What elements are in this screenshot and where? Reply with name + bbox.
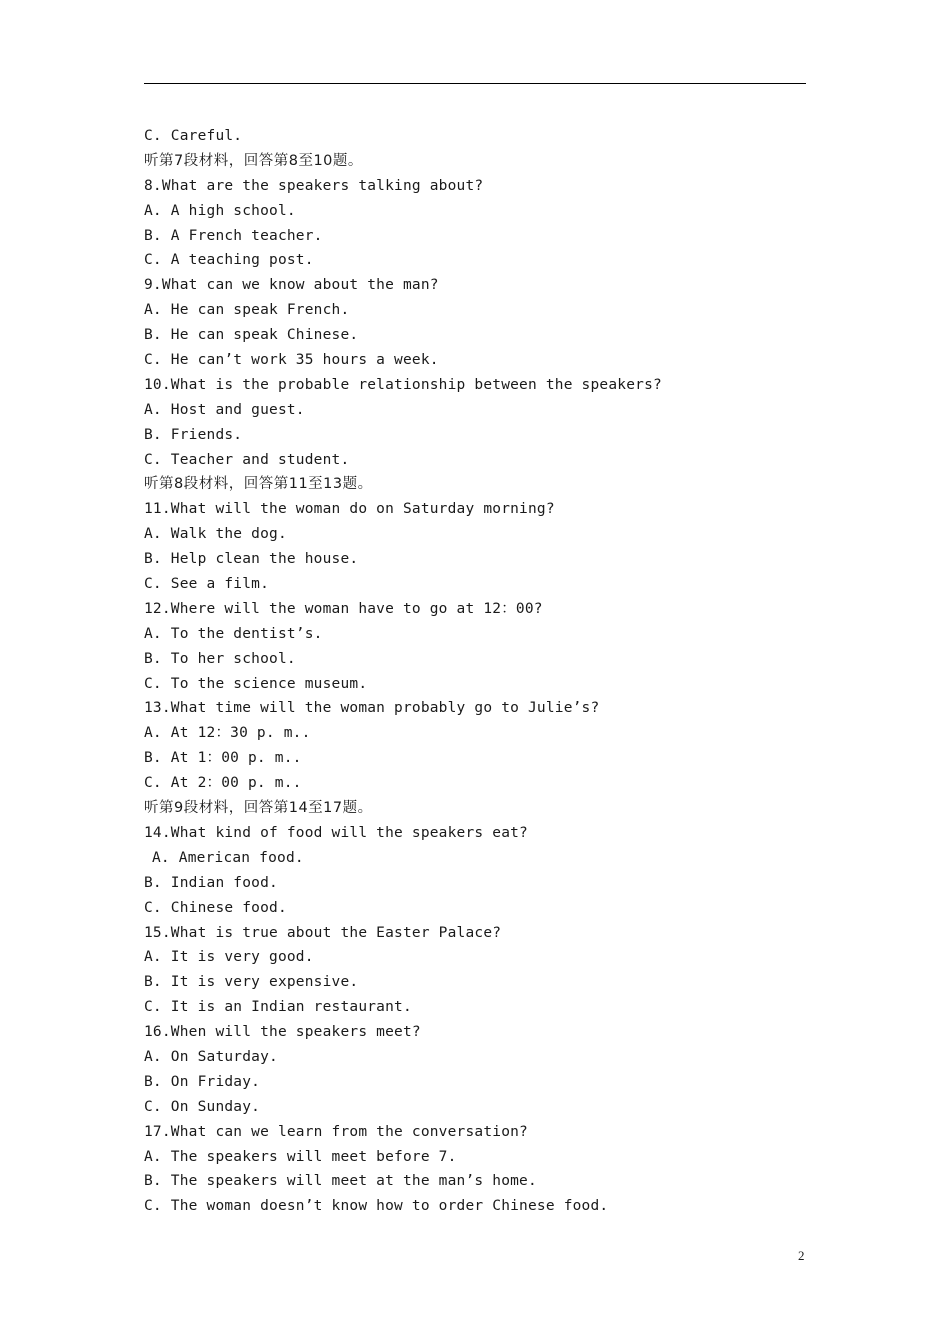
header-rule [144, 83, 806, 84]
option-line: B. On Friday. [144, 1073, 261, 1090]
option-line: B. The speakers will meet at the man’s home. [144, 1173, 537, 1190]
option-line: C. It is an Indian restaurant. [144, 999, 412, 1016]
option-line: C. To the science museum. [144, 675, 368, 692]
option-line: B. At 1：00 p. m.. [144, 750, 302, 767]
option-line: A. A high school. [144, 202, 296, 219]
option-line: C. Chinese food. [144, 899, 287, 916]
option-line: A. American food. [152, 849, 304, 866]
option-line: A. He can speak French. [144, 302, 350, 319]
option-line: A. It is very good. [144, 949, 314, 966]
section-heading: 听第8段材料，回答第11至13题。 [144, 476, 373, 493]
question-line: 11.What will the woman do on Saturday morning? [144, 501, 555, 518]
question-line: 8.What are the speakers talking about? [144, 177, 484, 194]
option-line: B. To her school. [144, 650, 296, 667]
option-line: B. A French teacher. [144, 227, 323, 244]
option-line: C. He can’t work 35 hours a week. [144, 352, 439, 369]
option-line: C. See a film. [144, 576, 270, 593]
option-line: C. On Sunday. [144, 1098, 261, 1115]
option-line: B. He can speak Chinese. [144, 327, 359, 344]
question-line: 14.What kind of food will the speakers eat? [144, 824, 528, 841]
option-line: B. Help clean the house. [144, 551, 359, 568]
question-line: 16.When will the speakers meet? [144, 1024, 421, 1041]
option-line: B. Indian food. [144, 874, 278, 891]
question-line: 9.What can we know about the man? [144, 277, 439, 294]
page-number: 2 [798, 1248, 805, 1263]
option-line: B. Friends. [144, 426, 243, 443]
question-line: 17.What can we learn from the conversation? [144, 1123, 528, 1140]
option-line: A. Walk the dog. [144, 526, 287, 543]
option-line: C. The woman doesn’t know how to order Chinese food. [144, 1198, 609, 1215]
option-line: B. It is very expensive. [144, 974, 359, 991]
section-heading: 听第9段材料，回答第14至17题。 [144, 800, 373, 817]
section-heading: 听第7段材料，回答第8至10题。 [144, 152, 363, 169]
option-line: A. The speakers will meet before 7. [144, 1148, 457, 1165]
option-line: A. Host and guest. [144, 401, 305, 418]
document-body [144, 124, 824, 1219]
option-line: C. Careful. [144, 128, 243, 144]
question-line: 10.What is the probable relationship between the speakers? [144, 376, 662, 393]
question-line: 15.What is true about the Easter Palace? [144, 924, 502, 941]
option-line: C. At 2：00 p. m.. [144, 775, 302, 792]
option-line: C. Teacher and student. [144, 451, 350, 468]
question-line: 13.What time will the woman probably go to Julie’s? [144, 700, 600, 717]
option-line: A. To the dentist’s. [144, 625, 323, 642]
option-line: C. A teaching post. [144, 252, 314, 269]
question-line: 12.Where will the woman have to go at 12：00? [144, 600, 543, 617]
option-line: A. On Saturday. [144, 1048, 278, 1065]
option-line: A. At 12：30 p. m.. [144, 725, 311, 742]
